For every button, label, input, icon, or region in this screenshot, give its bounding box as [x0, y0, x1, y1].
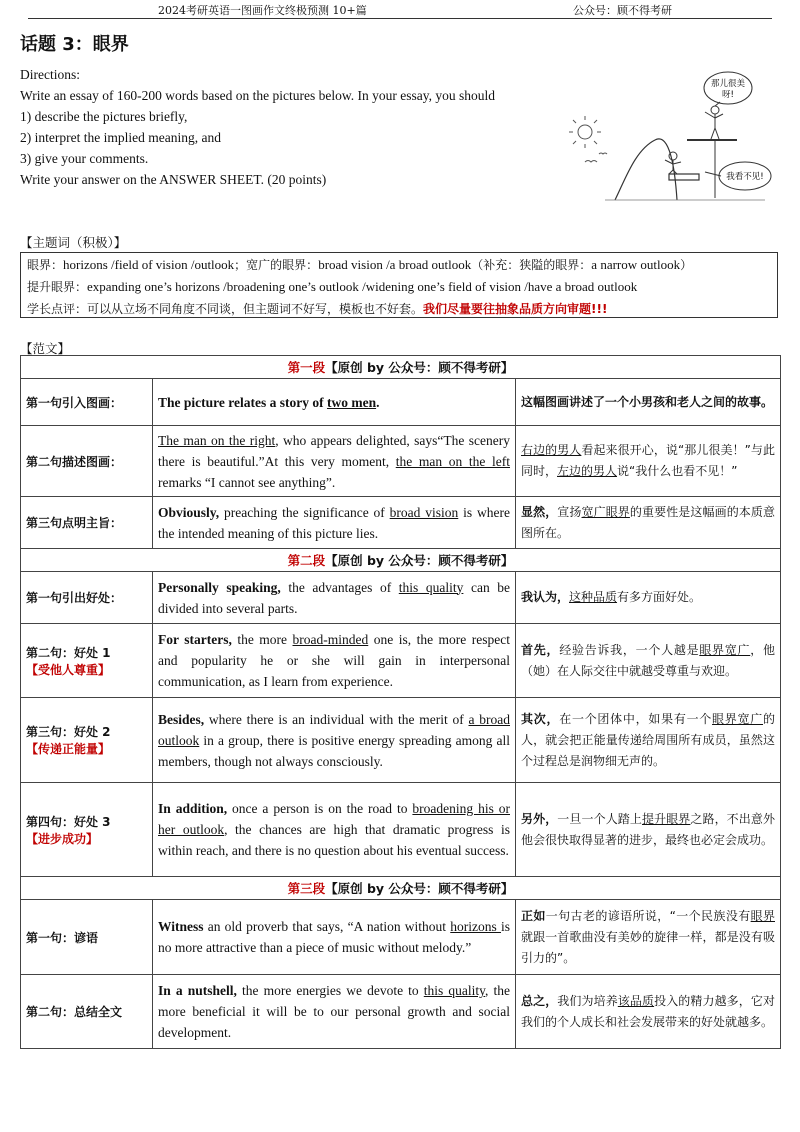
directions-line: 1) describe the pictures briefly,	[20, 109, 188, 124]
row-chinese: 我认为，这种品质有多方面好处。	[516, 572, 781, 624]
row-sublabel: 【受他人尊重】	[26, 662, 111, 677]
row-label: 第四句：好处 3 【进步成功】	[21, 783, 153, 877]
bubble-top-line2: 呀!	[722, 90, 734, 100]
sun-icon	[569, 116, 601, 148]
directions-line: 3) give your comments.	[20, 151, 149, 166]
row-english: Besides, where there is an individual with the merit of a broad outlook in a group, there is positive energy spreading among all members, though not always consciously.	[153, 698, 516, 783]
row-label: 第二句描述图画：	[21, 426, 153, 497]
bubble-bottom-text: 我看不见!	[726, 172, 764, 182]
row-label: 第二句：好处 1 【受他人尊重】	[21, 624, 153, 698]
sample-essay-label: 【范文】	[20, 341, 71, 356]
row-label: 第一句引入图画：	[21, 379, 153, 426]
man-left-figure	[665, 152, 681, 174]
row-label: 第一句引出好处：	[21, 572, 153, 624]
row-chinese: 正如一句古老的谚语所说，“一个民族没有眼界就跟一首歌曲没有美妙的旋律一样，都是没有吸引力的”。	[516, 900, 781, 975]
row-label: 第一句：谚语	[21, 900, 153, 975]
row-sublabel: 【进步成功】	[26, 831, 99, 846]
row-english: In addition, once a person is on the road to broadening his or her outlook, the chances are high that dramatic progress is within reach, and there is no question about his eventual success.	[153, 783, 516, 877]
row-chinese: 右边的男人看起来很开心，说“那儿很美！”与此同时，左边的男人说“我什么也看不见！”	[516, 426, 781, 497]
sample-essay-table	[20, 355, 781, 1049]
row-chinese: 显然，宣扬宽广眼界的重要性是这幅画的本质意图所在。	[516, 497, 781, 549]
row-english: Witness an old proverb that says, “A nation without horizons is no more attractive than a piece of music without melody.”	[153, 900, 516, 975]
keywords-box	[20, 252, 778, 318]
row-chinese: 另外，一旦一个人踏上提升眼界之路，不出意外他会很快取得显著的进步，最终也必定会成功。	[516, 783, 781, 877]
directions-line: 2) interpret the implied meaning, and	[20, 130, 221, 145]
directions-line: Write your answer on the ANSWER SHEET. (20 points)	[20, 172, 327, 187]
header-doc-title: 2024考研英语一图画作文终极预测 10+篇	[158, 4, 367, 17]
bubble-top-line1: 那儿很美	[710, 79, 746, 89]
keywords-line-1: 眼界：horizons /field of vision /outlook；宽广的眼界：broad vision /a broad outlook（补充：狭隘的眼界：a narrow outlook）	[27, 257, 693, 272]
page-title: 话题 3：眼界	[20, 34, 129, 55]
page-header	[28, 0, 772, 19]
directions	[20, 64, 580, 190]
row-english: The picture relates a story of two men.	[153, 379, 516, 426]
row-label: 第二句：总结全文	[21, 975, 153, 1049]
row-chinese: 其次，在一个团体中，如果有一个眼界宽广的人，就会把正能量传递给周围所有成员，虽然这个过程总是润物细无声的。	[516, 698, 781, 783]
cartoon-illustration	[565, 70, 785, 205]
row-english: For starters, the more broad-minded one is, the more respect and popularity he or she will gain in interpersonal communication, as I learn from experience.	[153, 624, 516, 698]
keywords-label: 【主题词（积极）】	[20, 235, 127, 250]
row-chinese: 这幅图画讲述了一个小男孩和老人之间的故事。	[516, 379, 781, 426]
row-sublabel: 【传递正能量】	[26, 742, 111, 756]
keywords-line-2: 提升眼界：expanding one’s horizons /broadening one’s outlook /widening one’s field of vision /have a broad outlook	[27, 279, 638, 294]
row-english: Personally speaking, the advantages of this quality can be divided into several parts.	[153, 572, 516, 624]
hill-shape	[615, 139, 677, 200]
row-english: The man on the right, who appears delighted, says“The scenery there is beautiful.”At this very moment, the man on the left remarks “I cannot see anything”.	[153, 426, 516, 497]
keywords-line-3: 学长点评：可以从立场不同角度不同谈，但主题词不好写，模板也不好套。我们尽量要往抽象品质方向审题!!!	[27, 302, 608, 316]
directions-heading: Directions:	[20, 67, 80, 82]
section-header: 第二段【原创 by 公众号：顾不得考研】	[21, 549, 781, 572]
section-header: 第一段【原创 by 公众号：顾不得考研】	[21, 356, 781, 379]
row-chinese: 首先，经验告诉我，一个人越是眼界宽广，他（她）在人际交往中就越受尊重与欢迎。	[516, 624, 781, 698]
row-label: 第三句：好处 2 【传递正能量】	[21, 698, 153, 783]
row-english: Obviously, preaching the significance of broad vision is where the intended meaning of this picture lies.	[153, 497, 516, 549]
birds-icon	[585, 153, 607, 162]
header-wechat-account: 公众号：顾不得考研	[573, 4, 672, 17]
row-chinese: 总之，我们为培养该品质投入的精力越多，它对我们的个人成长和社会发展带来的好处就越多。	[516, 975, 781, 1049]
row-label: 第三句点明主旨：	[21, 497, 153, 549]
directions-line: Write an essay of 160-200 words based on the pictures below. In your essay, you should	[20, 88, 495, 103]
row-english: In a nutshell, the more energies we devote to this quality, the more beneficial it will be to our personal growth and social development.	[153, 975, 516, 1049]
section-header: 第三段【原创 by 公众号：顾不得考研】	[21, 877, 781, 900]
man-right-figure	[705, 106, 723, 139]
